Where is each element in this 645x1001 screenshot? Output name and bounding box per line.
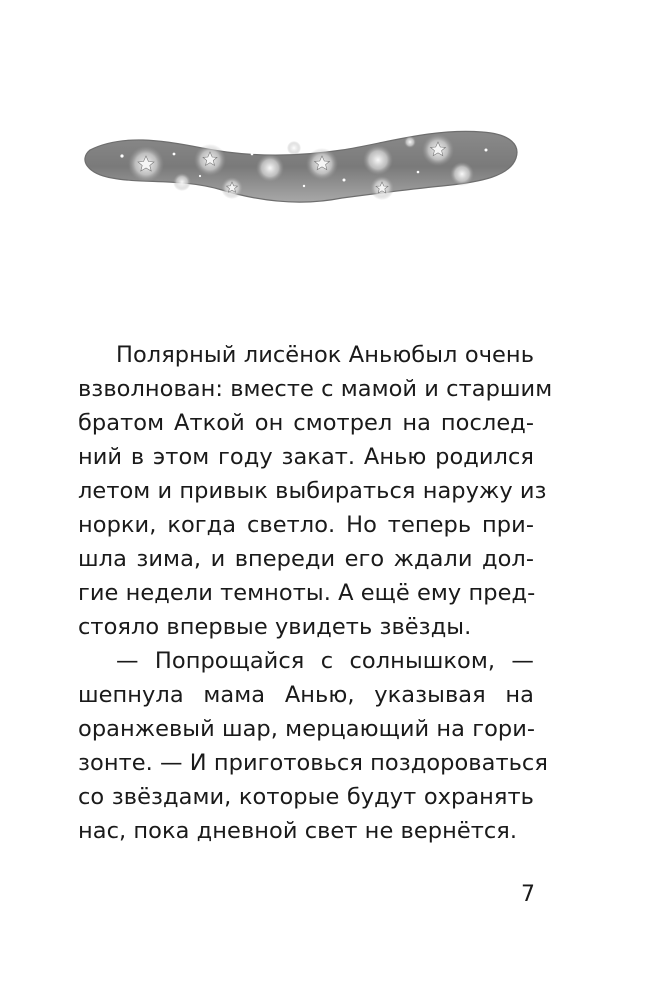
paragraph1-line: шла зима, и впереди его ждали дол-: [78, 546, 534, 572]
paragraph2-line: — Попрощайся с солнышком, —: [116, 648, 534, 674]
page-number: 7: [521, 882, 535, 907]
starry-sky-illustration: [82, 120, 522, 220]
paragraph1-line: норки, когда светло. Но теперь при-: [78, 512, 534, 538]
paragraph1-line: ний в этом году закат. Анью родился: [78, 444, 534, 470]
paragraph2-line: нас, пока дневной свет не вернётся.: [78, 818, 518, 844]
paragraph2-line: оранжевый шар, мерцающий на гори-: [78, 716, 536, 742]
paragraph1-line: Полярный лисёнок Аньюбыл очень: [116, 342, 534, 368]
paragraph2-line: шепнула мама Анью, указывая на: [78, 682, 534, 708]
paragraph1-line: стояло впервые увидеть звёзды.: [78, 614, 472, 640]
paragraph1-line: гие недели темноты. А ещё ему пред-: [78, 580, 536, 606]
paragraph1-line: летом и привык выбираться наружу из: [78, 478, 547, 504]
paragraph1-line: взволнован: вместе с мамой и старшим: [78, 376, 553, 402]
paragraph1-line: братом Аткой он смотрел на послед-: [78, 410, 534, 436]
story-text: [78, 338, 553, 848]
paragraph2-line: зонте. — И приготовься поздороваться: [78, 750, 548, 776]
paragraph2-line: со звёздами, которые будут охранять: [78, 784, 534, 810]
